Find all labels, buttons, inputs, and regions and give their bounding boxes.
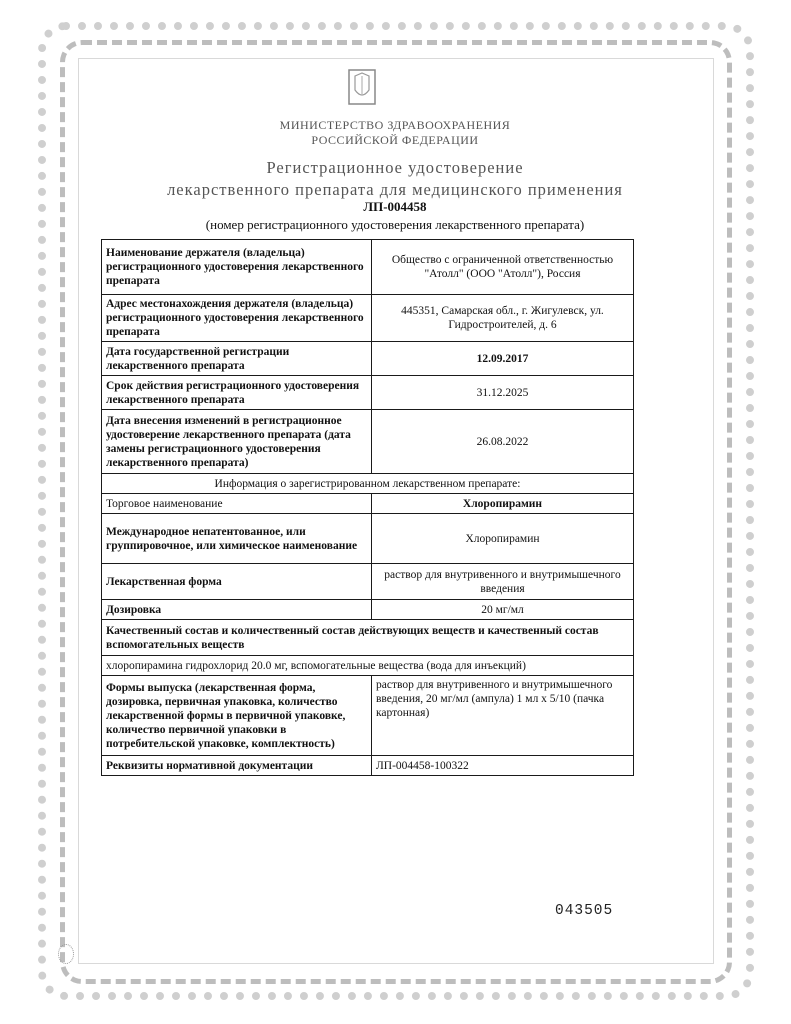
table-row [102, 376, 634, 410]
info-heading: Информация о зарегистрированном лекарственном препарате: [102, 474, 634, 494]
scan-artifact [58, 944, 74, 964]
table-row [102, 474, 634, 494]
table-row [102, 620, 634, 656]
table-row [102, 656, 634, 676]
changes-date-value: 26.08.2022 [372, 410, 634, 474]
table-row [102, 756, 634, 776]
composition-label: Качественный состав и количественный состав действующих веществ и качественный состав вспомогательных веществ [102, 620, 634, 656]
table-row [102, 514, 634, 564]
composition-value: хлоропирамина гидрохлорид 20.0 мг, вспомогательные вещества (вода для инъекций) [102, 656, 634, 676]
registration-number-caption: (номер регистрационного удостоверения лекарственного препарата) [205, 217, 585, 232]
holder-name-value: Общество с ограниченной ответственностью "Атолл" (ООО "Атолл"), Россия [372, 240, 634, 295]
validity-value: 31.12.2025 [372, 376, 634, 410]
table-row [102, 240, 634, 295]
trade-name-label: Торговое наименование [102, 494, 372, 514]
release-forms-value: раствор для внутривенного и внутримышечного введения, 20 мг/мл (ампула) 1 мл х 5/10 (пачка картонная) [372, 676, 634, 756]
dosage-value: 20 мг/мл [372, 600, 634, 620]
table-row [102, 494, 634, 514]
registration-date-label: Дата государственной регистрации лекарственного препарата [102, 342, 372, 376]
release-forms-label: Формы выпуска (лекарственная форма, дозировка, первичная упаковка, количество лекарственной формы в первичной упаковке, количество первичной упаковки в потребительской упаковке, комплектность) [102, 676, 372, 756]
normative-docs-value: ЛП-004458-100322 [372, 756, 634, 776]
dosage-form-value: раствор для внутривенного и внутримышечного введения [372, 564, 634, 600]
dosage-form-label: Лекарственная форма [102, 564, 372, 600]
certificate-title [100, 157, 690, 201]
ministry-line-2: РОССИЙСКОЙ ФЕДЕРАЦИИ [311, 133, 479, 147]
trade-name-value: Хлоропирамин [372, 494, 634, 514]
validity-label: Срок действия регистрационного удостоверения лекарственного препарата [102, 376, 372, 410]
certificate-title-line-2: лекарственного препарата для медицинского применения [167, 180, 623, 199]
normative-docs-label: Реквизиты нормативной документации [102, 756, 372, 776]
inn-label: Международное непатентованное, или группировочное, или химическое наименование [102, 514, 372, 564]
ministry-name [200, 118, 590, 148]
table-row [102, 410, 634, 474]
form-serial-number: 043505 [555, 903, 614, 919]
table-row [102, 342, 634, 376]
holder-address-value: 445351, Самарская обл., г. Жигулевск, ул. Гидростроителей, д. 6 [372, 295, 634, 342]
holder-name-label: Наименование держателя (владельца) регистрационного удостоверения лекарственного препарата [102, 240, 372, 295]
table-row [102, 564, 634, 600]
registration-number: ЛП-004458 [363, 199, 427, 214]
table-row [102, 295, 634, 342]
inn-value: Хлоропирамин [372, 514, 634, 564]
dosage-label: Дозировка [102, 600, 372, 620]
changes-date-label: Дата внесения изменений в регистрационное удостоверение лекарственного препарата (дата замены регистрационного удостоверения лекарственного препарата) [102, 410, 372, 474]
registration-table [101, 239, 634, 776]
table-row [102, 600, 634, 620]
registration-date-value: 12.09.2017 [372, 342, 634, 376]
ministry-line-1: МИНИСТЕРСТВО ЗДРАВООХРАНЕНИЯ [279, 118, 511, 132]
holder-address-label: Адрес местонахождения держателя (владельца) регистрационного удостоверения лекарственного препарата [102, 295, 372, 342]
certificate-title-line-1: Регистрационное удостоверение [266, 158, 524, 177]
coat-of-arms-icon [347, 68, 377, 106]
table-row [102, 676, 634, 756]
